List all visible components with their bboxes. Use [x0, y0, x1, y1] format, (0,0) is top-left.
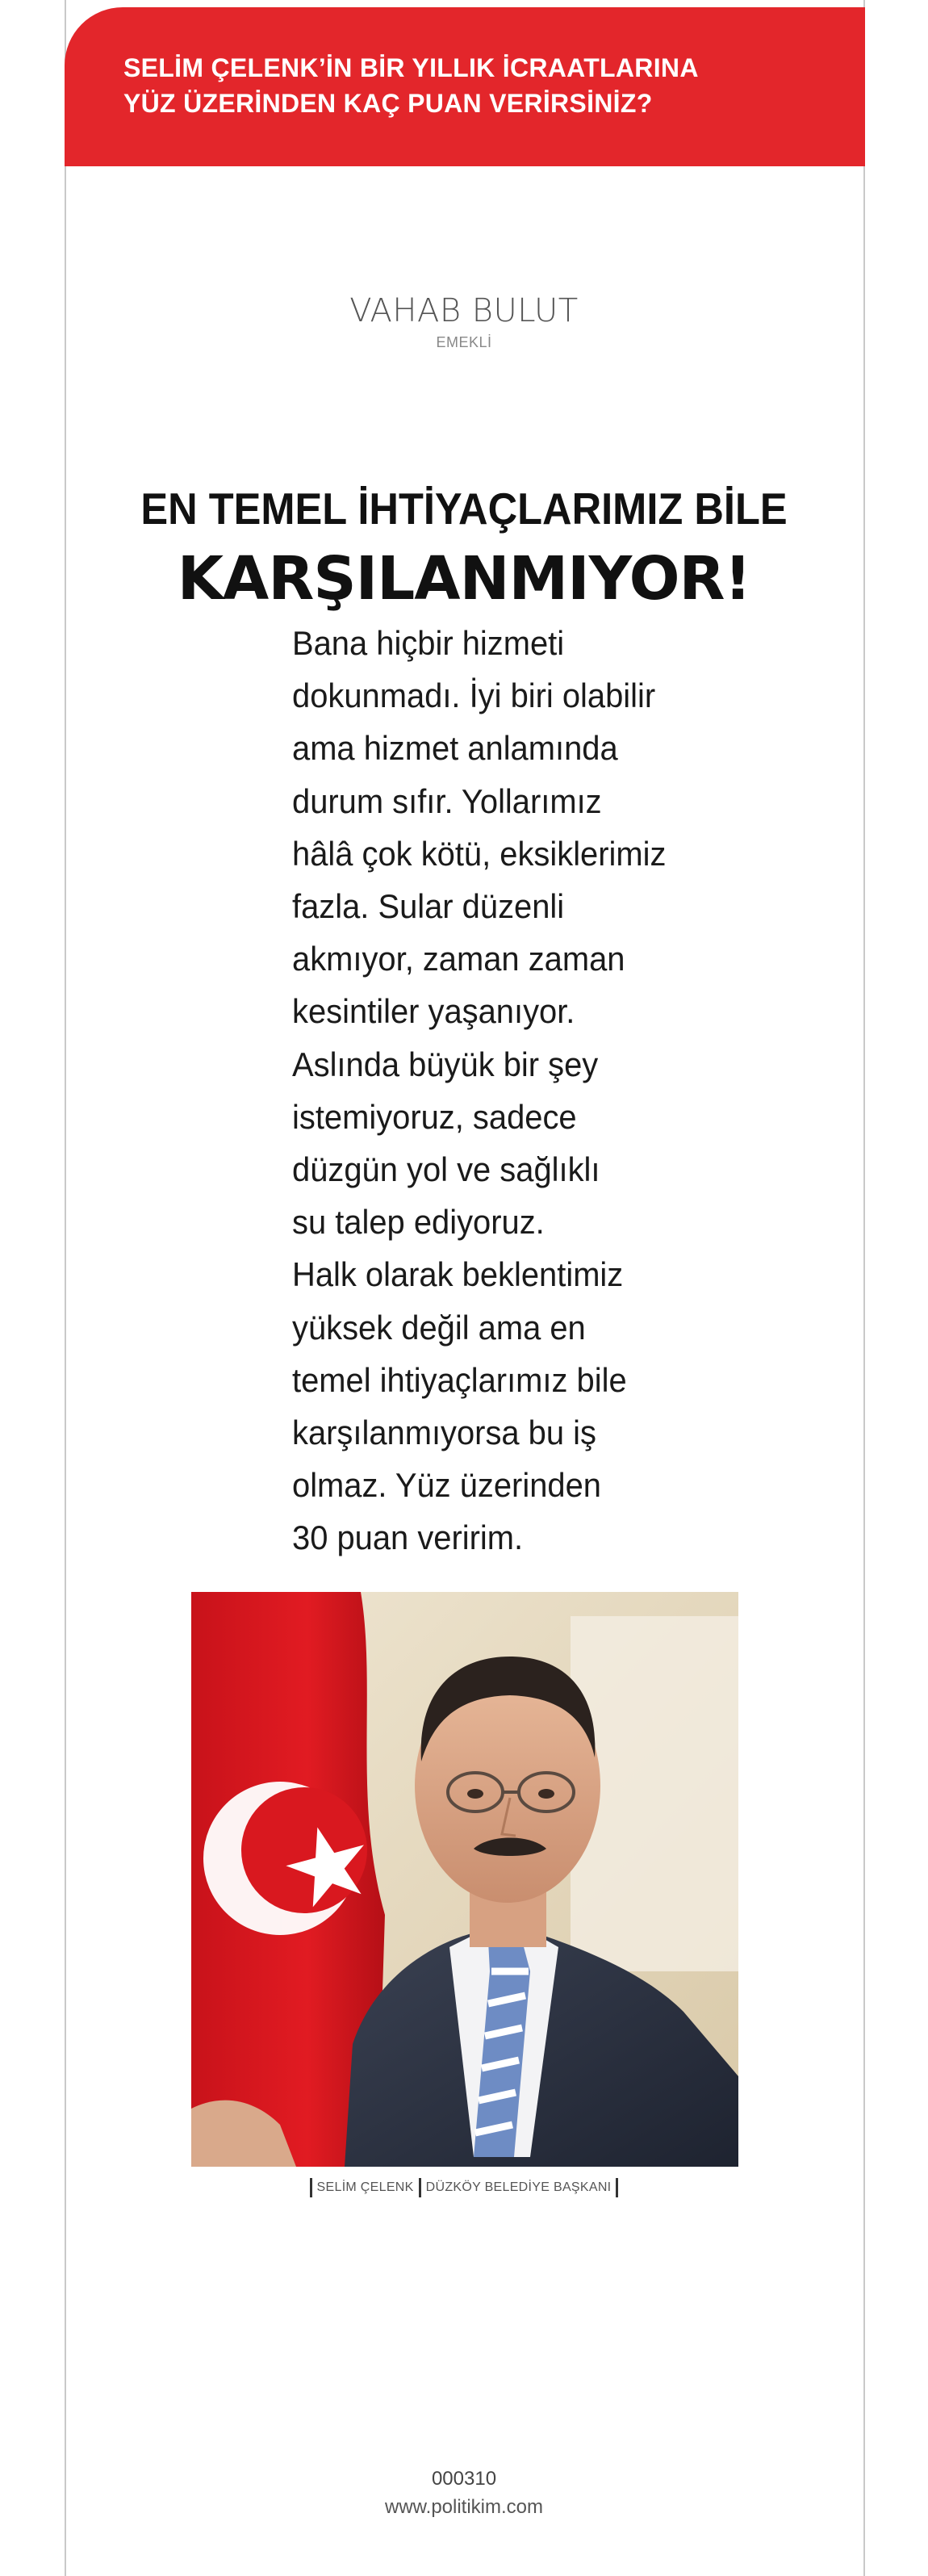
- caption-name: SELİM ÇELENK: [316, 2180, 414, 2194]
- photo-caption: [0, 2178, 928, 2197]
- mayor-portrait-photo: [191, 1592, 738, 2167]
- quote-line: temel ihtiyaçlarımız bile: [292, 1360, 627, 1399]
- quote-line: hâlâ çok kötü, eksiklerimiz: [292, 834, 667, 873]
- survey-question-line2: YÜZ ÜZERİNDEN KAÇ PUAN VERİRSİNİZ?: [123, 89, 653, 118]
- quote-line: akmıyor, zaman zaman: [292, 940, 625, 978]
- quote-line: istemiyoruz, sadece: [292, 1097, 577, 1136]
- portrait-illustration: [191, 1592, 738, 2167]
- quote-line: durum sıfır. Yollarımız: [292, 781, 602, 820]
- survey-question-line1: SELİM ÇELENK’İN BİR YILLIK İCRAATLARINA: [123, 53, 699, 82]
- quote-line: 30 puan veririm.: [292, 1518, 524, 1557]
- quote-line: fazla. Sular düzenli: [292, 887, 565, 926]
- quote-line: Halk olarak beklentimiz: [292, 1255, 624, 1294]
- quote-line: düzgün yol ve sağlıklı: [292, 1150, 600, 1189]
- survey-question: [123, 50, 834, 121]
- quote-line: yüksek değil ama en: [292, 1308, 586, 1347]
- quote-body: [292, 617, 691, 1564]
- caption-divider: [616, 2178, 618, 2197]
- quote-line: olmaz. Yüz üzerinden: [292, 1466, 601, 1505]
- quote-line: ama hizmet anlamında: [292, 729, 618, 768]
- byline: [0, 291, 928, 351]
- caption-divider: [310, 2178, 312, 2197]
- quote-line: Aslında büyük bir şey: [292, 1045, 599, 1083]
- quote-line: kesintiler yaşanıyor.: [292, 992, 575, 1031]
- person-name: VAHAB BULUT: [349, 292, 579, 329]
- headline-line2: KARŞILANMIYOR!: [177, 544, 751, 614]
- website-link[interactable]: www.politikim.com: [384, 2496, 544, 2518]
- caption-title: DÜZKÖY BELEDİYE BAŞKANI: [425, 2180, 612, 2194]
- quote-line: su talep ediyoruz.: [292, 1203, 545, 1242]
- page-code: 000310: [431, 2468, 497, 2490]
- caption-divider: [419, 2178, 421, 2197]
- quote-line: karşılanmıyorsa bu iş: [292, 1414, 596, 1452]
- quote-line: dokunmadı. İyi biri olabilir: [292, 676, 656, 715]
- headline-line1: EN TEMEL İHTİYAÇLARIMIZ BİLE: [140, 484, 788, 534]
- person-role: EMEKLİ: [436, 334, 492, 350]
- quote-line: Bana hiçbir hizmeti: [292, 624, 565, 662]
